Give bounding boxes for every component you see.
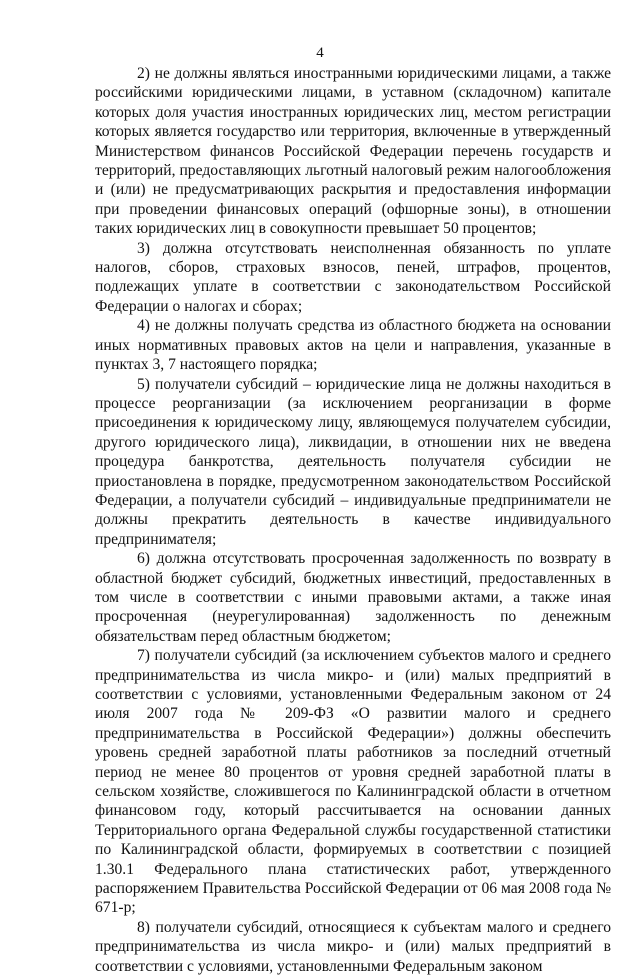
paragraph-item-2: 2) не должны являться иностранными юридическими лицами, а также российскими юридическими лицами, в уставном (складочном) капитале которых доля участия иностранных юридических лиц, местом регистрации которых является государство или территория, включенные в утвержденный Министерством финансов Российской Федерации перечень государств и территорий, предоставляющих льготный налоговый режим налогообложения и (или) не предусматривающих раскрытия и предоставления информации при проведении финансовых операций (офшорные зоны), в отношении таких юридических лиц в совокупности превышает 50 процентов; xyxy=(95,65,611,238)
paragraph-item-3: 3) должна отсутствовать неисполненная обязанность по уплате налогов, сборов, страховых взносов, пеней, штрафов, процентов, подлежащих уплате в соответствии с законодательством Российской Федерации о налогах и сборах; xyxy=(95,239,611,315)
paragraph-item-6: 6) должна отсутствовать просроченная задолженность по возврату в областной бюджет субсидий, бюджетных инвестиций, предоставленных в том числе в соответствии с иными правовыми актами, а также иная просроченная (неурегулированная) задолженность по денежным обязательствам перед областным бюджетом; xyxy=(95,550,611,645)
paragraph-item-7: 7) получатели субсидий (за исключением субъектов малого и среднего предпринимательства из числа микро- и (или) малых предприятий в соответствии с условиями, установленными Федеральным законом от 24 июля 2007 года № 209-ФЗ «О развитии малого и среднего предпринимательства в Российской Федерации») должны обеспечить уровень средней заработной платы работников за последний отчетный период не менее 80 процентов от уровня средней заработной платы в сельском хозяйстве, сложившегося по Калининградской области в отчетном финансовом году, который рассчитывается на основании данных Территориального органа Федеральной службы государственной статистики по Калининградской области, формируемых в соответствии с позицией 1.30.1 Федерального плана статистических работ, утвержденного распоряжением Правительства Российской Федерации от 06 мая 2008 года № 671-р; xyxy=(95,647,611,917)
paragraph-item-8: 8) получатели субсидий, относящиеся к субъектам малого и среднего предпринимательства из числа микро- и (или) малых предприятий в соответствии с условиями, установленными Федеральным законом xyxy=(95,918,611,975)
paragraph-item-5: 5) получатели субсидий – юридические лица не должны находиться в процессе реорганизации (за исключением реорганизации в форме присоединения к юридическому лицу, являющемуся получателем субсидии, другого юридического лица), ликвидации, в отношении них не введена процедура банкротства, деятельность получателя субсидии не приостановлена в порядке, предусмотренном законодательством Российской Федерации, а получатели субсидий – индивидуальные предприниматели не должны прекратить деятельность в качестве индивидуального предпринимателя; xyxy=(95,375,611,548)
document-body xyxy=(95,64,611,976)
page-number: 4 xyxy=(316,45,324,61)
paragraph-item-4: 4) не должны получать средства из областного бюджета на основании иных нормативных правовых актов на цели и направления, указанные в пунктах 3, 7 настоящего порядка; xyxy=(95,317,611,374)
